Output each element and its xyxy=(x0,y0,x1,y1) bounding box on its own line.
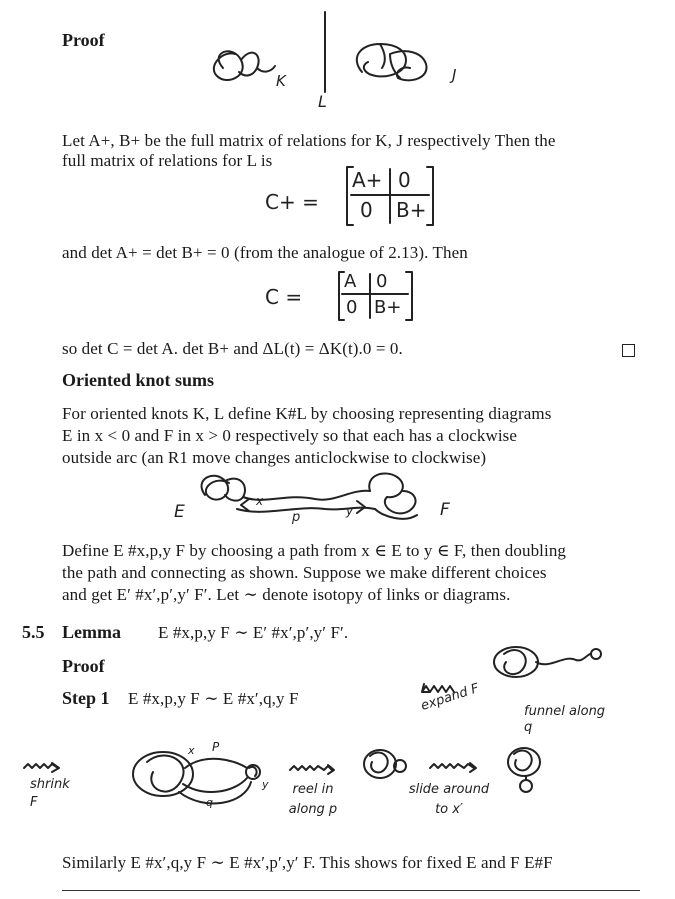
annotation-expand: expand F xyxy=(419,681,481,714)
path-doubling-sketch xyxy=(125,742,275,817)
matrix-cell: 0 xyxy=(398,168,411,192)
figure-label-e: E xyxy=(174,502,185,522)
proof-heading: Proof xyxy=(62,656,105,676)
paragraph-line: the path and connecting as shown. Suppose we make different choices xyxy=(62,563,547,582)
knot-k-drawing xyxy=(205,42,285,92)
knot-j-label: J xyxy=(452,66,457,84)
annotation-shrink: shrink F xyxy=(30,777,70,810)
matrix-cell: 0 xyxy=(346,297,358,318)
figure-label-q: q xyxy=(206,796,213,809)
annotation-slide: slide around to x′ xyxy=(408,782,490,817)
matrix-lhs: C = xyxy=(265,285,303,309)
paragraph-line: Define E #x,p,y F by choosing a path from x ∈ E to y ∈ F, then doubling xyxy=(62,541,567,560)
section-heading: Oriented knot sums xyxy=(62,370,215,390)
paragraph-line: outside arc (an R1 move changes anticlockwise to clockwise) xyxy=(62,448,487,467)
matrix-cell: 0 xyxy=(376,271,388,292)
paragraph-line: and get E′ #x′,p′,y′ F′. Let ∼ denote isotopy of links or diagrams. xyxy=(62,585,511,604)
squiggle-arrow xyxy=(428,760,483,776)
figure-label-x: x xyxy=(256,494,264,508)
link-l-label: L xyxy=(318,92,327,111)
matrix-cell: 0 xyxy=(360,198,373,222)
figure-label-y: y xyxy=(262,778,269,791)
paragraph-line: so det C = det A. det B+ and ΔL(t) = ΔK(t).0 = 0. xyxy=(62,339,403,358)
knot-sum-figure xyxy=(165,465,455,535)
annotation-reel: reel in along p xyxy=(288,782,338,817)
figure-label-x: x xyxy=(188,744,195,757)
figure-label-p: p xyxy=(292,510,301,525)
paragraph-line: Let A+, B+ be the full matrix of relations for K, J respectively Then the xyxy=(62,131,556,150)
qed-box xyxy=(622,344,635,357)
paragraph-line: E in x < 0 and F in x > 0 respectively so that each has a clockwise xyxy=(62,426,518,445)
step-statement: E #x,p,y F ∼ E #x′,q,y F xyxy=(128,689,299,708)
matrix-cell: B+ xyxy=(374,297,402,318)
knot-j-drawing xyxy=(350,38,445,93)
annotation-funnel: funnel along q xyxy=(524,704,606,735)
slid-knot-sketch xyxy=(504,742,549,802)
proof-heading: Proof xyxy=(62,30,105,50)
matrix-cell: B+ xyxy=(396,198,427,222)
matrix-cell: A xyxy=(344,271,357,292)
lemma-number: 5.5 xyxy=(22,622,45,642)
matrix-lhs: C+ = xyxy=(265,190,319,214)
figure-label-f: F xyxy=(440,500,450,520)
paragraph-line: and det A+ = det B+ = 0 (from the analogue of 2.13). Then xyxy=(62,243,468,262)
expanded-f-sketch xyxy=(490,640,610,690)
paragraph-line: For oriented knots K, L define K#L by choosing representing diagrams xyxy=(62,404,552,423)
figure-label-p: P xyxy=(212,740,220,754)
page-rule xyxy=(62,890,640,891)
squiggle-arrow xyxy=(22,760,67,776)
lemma-label: Lemma xyxy=(62,622,121,642)
matrix-cell: A+ xyxy=(352,168,383,192)
knot-k-label: K xyxy=(276,72,286,90)
step-label: Step 1 xyxy=(62,688,110,708)
paragraph-line: Similarly E #x′,q,y F ∼ E #x′,p′,y′ F. This shows for fixed E and F E#F xyxy=(62,853,553,872)
paragraph-line: full matrix of relations for L is xyxy=(62,151,273,170)
lemma-statement: E #x,p,y F ∼ E′ #x′,p′,y′ F′. xyxy=(158,623,349,642)
squiggle-arrow xyxy=(288,762,338,778)
figure-label-y: y xyxy=(346,504,354,518)
